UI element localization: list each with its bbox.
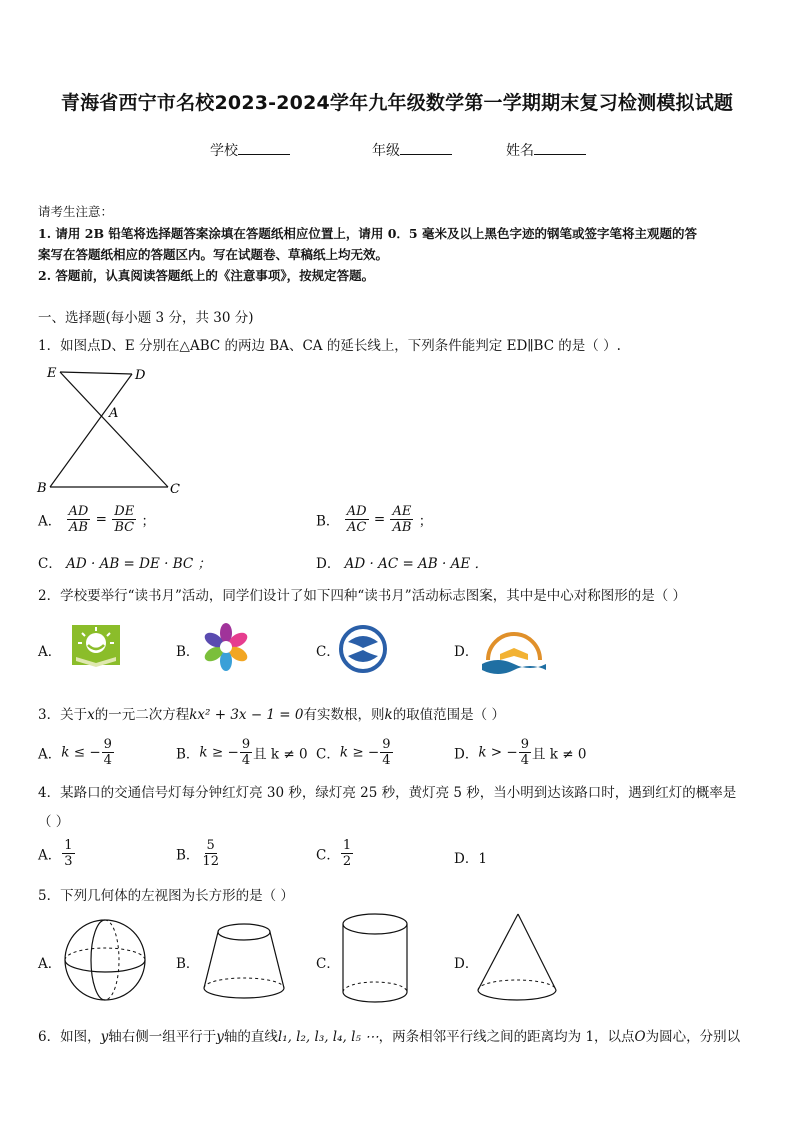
q1-option-b[interactable]: B． $\frac{AD}{AC}$ = $\frac{AE}{AB}$ ；	[316, 504, 433, 535]
q1-stem: 1．如图点D、E 分别在△ABC 的两边 BA、CA 的延长线上，下列条件能判定 ED∥BC 的是（ ）.	[38, 338, 621, 354]
school-label: 学校	[210, 143, 238, 159]
q2-logo-d-book-wave	[480, 626, 550, 674]
q2-logo-a-book-sun	[66, 621, 126, 669]
q5-sphere-figure	[60, 916, 150, 1004]
q1-option-d[interactable]: D． AD · AC = AB · AE ．	[316, 556, 488, 572]
notice-heading: 请考生注意：	[38, 204, 114, 219]
point-b-label: B	[37, 481, 47, 496]
grade-field[interactable]	[372, 140, 452, 160]
point-a-label: A	[109, 406, 119, 421]
q1-triangle-figure	[36, 362, 196, 496]
point-d-label: D	[135, 368, 146, 383]
point-e-label: E	[47, 366, 57, 381]
q3-stem: 3．关于x的一元二次方程kx² + 3x − 1 = 0有实数根，则k的取值范围是（ ）	[38, 707, 505, 723]
q3-option-d[interactable]: D．k > − $\frac{9}{4}$ 且 k ≠ 0	[454, 737, 587, 768]
q3-option-c[interactable]: C．k ≥ − $\frac{9}{4}$	[316, 737, 391, 768]
q5-frustum-figure	[200, 918, 288, 1004]
notice-line-2: 2. 答题前，认真阅读答题纸上的《注意事项》，按规定答题。	[38, 268, 375, 283]
section-heading: 一、选择题(每小题 3 分，共 30 分)	[38, 310, 254, 326]
page-title: 青海省西宁市名校2023-2024学年九年级数学第一学期期末复习检测模拟试题	[60, 92, 734, 114]
q2-option-d-label[interactable]: D．	[454, 644, 479, 660]
q4-option-d[interactable]: D．1	[454, 851, 487, 867]
grade-label: 年级	[372, 143, 400, 159]
q2-logo-c-swirl	[338, 624, 388, 674]
q4-option-a[interactable]: A． $\frac{1}{3}$	[38, 838, 73, 869]
q5-option-b-label[interactable]: B．	[176, 956, 200, 972]
q2-stem: 2．学校要举行“读书月”活动，同学们设计了如下四种“读书月”活动标志图案，其中是中心对称图形的是（ ）	[38, 588, 686, 604]
q2-option-c-label[interactable]: C．	[316, 644, 340, 660]
q2-logo-b-flower	[198, 620, 254, 674]
q2-option-b-label[interactable]: B．	[176, 644, 200, 660]
q4-paren: （ ）	[38, 814, 70, 830]
q1-option-a[interactable]: A． $\frac{AD}{AB}$ = $\frac{DE}{BC}$ ；	[38, 504, 155, 535]
school-field[interactable]	[210, 140, 290, 160]
notice-line-1b: 案写在答题纸相应的答题区内。写在试题卷、草稿纸上均无效。	[38, 247, 389, 262]
q6-stem: 6．如图，y轴右侧一组平行于y轴的直线l₁, l₂, l₃, l₄, l₅ ⋯，两条相邻平行线之间的距离均为 1，以点O为圆心，分别以	[38, 1029, 741, 1045]
q5-option-a-label[interactable]: A．	[38, 956, 62, 972]
name-field[interactable]	[506, 140, 586, 160]
q3-option-b[interactable]: B．k ≥ − $\frac{9}{4}$ 且 k ≠ 0	[176, 737, 308, 768]
q5-cylinder-figure	[338, 910, 412, 1008]
q5-option-d-label[interactable]: D．	[454, 956, 479, 972]
q2-option-a-label[interactable]: A．	[38, 644, 62, 660]
notice-line-1a: 1. 请用 2B 铅笔将选择题答案涂填在答题纸相应位置上，请用 0．5 毫米及以上黑色字迹的钢笔或签字笔将主观题的答	[38, 226, 697, 241]
q1-option-c[interactable]: C． AD · AB = DE · BC ；	[38, 556, 211, 572]
q5-option-c-label[interactable]: C．	[316, 956, 340, 972]
point-c-label: C	[170, 482, 180, 496]
q5-cone-figure	[472, 910, 562, 1008]
q5-stem: 5．下列几何体的左视图为长方形的是（ ）	[38, 888, 294, 904]
q4-option-b[interactable]: B． $\frac{5}{12}$	[176, 838, 219, 869]
q3-option-a[interactable]: A．k ≤ − $\frac{9}{4}$	[38, 737, 112, 768]
q4-stem: 4．某路口的交通信号灯每分钟红灯亮 30 秒，绿灯亮 25 秒，黄灯亮 5 秒，当小明到达该路口时，遇到红灯的概率是	[38, 785, 737, 801]
q4-option-c[interactable]: C． $\frac{1}{2}$	[316, 838, 352, 869]
name-label: 姓名	[506, 143, 534, 159]
